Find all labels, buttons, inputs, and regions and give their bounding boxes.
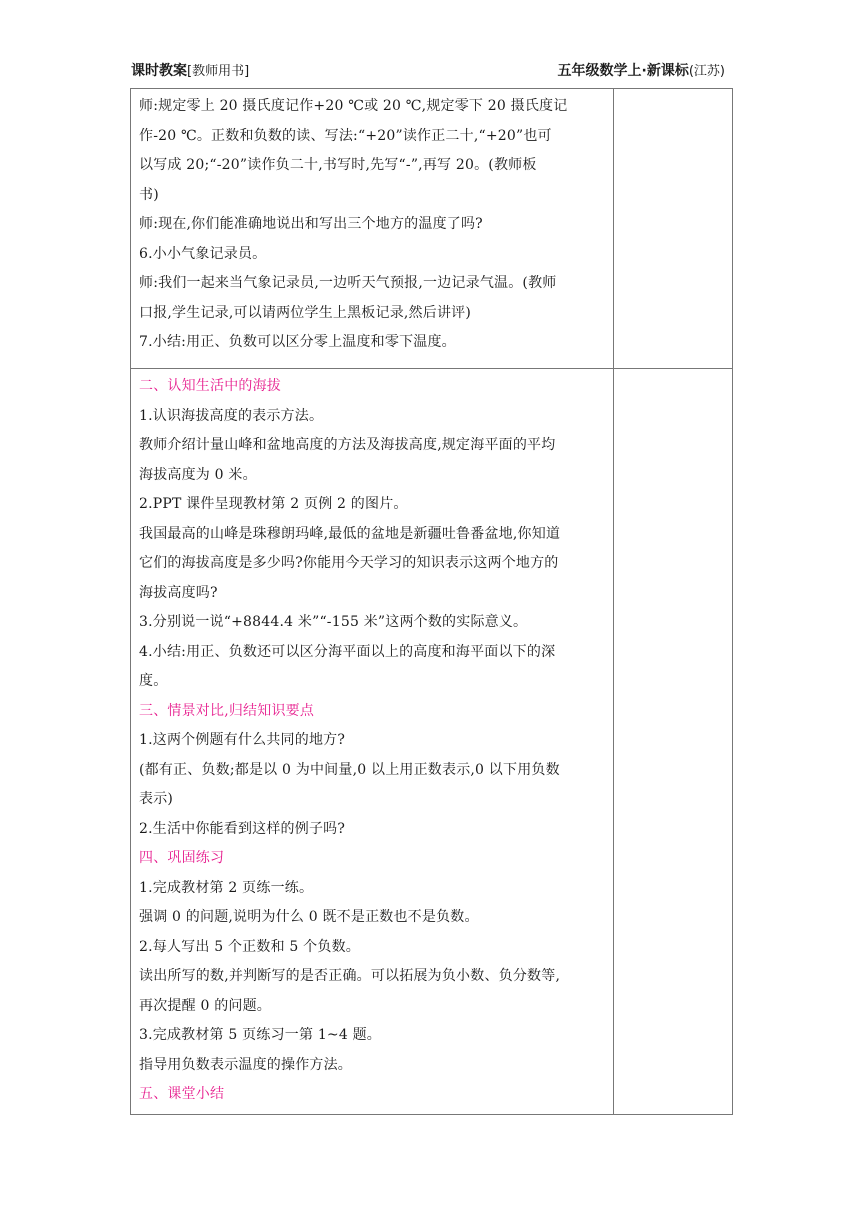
text-line: 以写成 20;“-20”读作负二十,书写时,先写“-”,再写 20。(教师板 (139, 157, 537, 173)
text-line: 2.每人写出 5 个正数和 5 个负数。 (139, 938, 360, 955)
section-heading: 二、认知生活中的海拔 (139, 378, 281, 394)
text-line: 1.认识海拔高度的表示方法。 (139, 407, 324, 424)
table-row (131, 369, 733, 1115)
content-cell (131, 369, 614, 1115)
text-line: 3.分别说一说“+8844.4 米”“-155 米”这两个数的实际意义。 (139, 614, 528, 630)
text-line: 我国最高的山峰是珠穆朗玛峰,最低的盆地是新疆吐鲁番盆地,你知道 (139, 525, 561, 542)
text-line: 师:现在,你们能准确地说出和写出三个地方的温度了吗? (139, 216, 483, 232)
section-heading: 四、巩固练习 (139, 850, 225, 866)
section-heading: 三、情景对比,归结知识要点 (139, 702, 315, 719)
text-line: 表示) (139, 791, 174, 807)
text-line: 度。 (139, 673, 168, 689)
text-line: 海拔高度为 0 米。 (139, 466, 257, 483)
text-line: 强调 0 的问题,说明为什么 0 既不是正数也不是负数。 (139, 909, 479, 925)
content-cell (131, 89, 614, 369)
text-line: 作-20 ℃。正数和负数的读、写法:“+20”读作正二十,“+20”也可 (139, 127, 552, 144)
grade-subject-title: 五年级数学上·新课标 (557, 63, 689, 79)
text-line: 1.这两个例题有什么共同的地方? (139, 732, 346, 748)
text-line: 指导用负数表示温度的操作方法。 (139, 1056, 352, 1073)
text-line: 1.完成教材第 2 页练一练。 (139, 879, 314, 896)
text-line: 6.小小气象记录员。 (139, 245, 267, 262)
text-line: 它们的海拔高度是多少吗?你能用今天学习的知识表示这两个地方的 (139, 555, 559, 571)
text-line: 师:我们一起来当气象记录员,一边听天气预报,一边记录气温。(教师 (139, 275, 557, 291)
text-line: 3.完成教材第 5 页练习一第 1~4 题。 (139, 1027, 382, 1043)
text-line: 2.生活中你能看到这样的例子吗? (139, 820, 346, 837)
text-line: 书) (139, 186, 159, 203)
notes-cell (614, 369, 733, 1115)
header-left (131, 60, 249, 80)
text-line: 读出所写的数,并判断写的是否正确。可以拓展为负小数、负分数等, (139, 968, 561, 984)
text-line: 口报,学生记录,可以请两位学生上黑板记录,然后讲评) (139, 304, 472, 321)
text-line: 7.小结:用正、负数可以区分零上温度和零下温度。 (139, 334, 456, 350)
text-line: 师:规定零上 20 摄氏度记作+20 ℃或 20 ℃,规定零下 20 摄氏度记 (139, 98, 568, 114)
text-line: 再次提醒 0 的问题。 (139, 997, 272, 1014)
text-line: 海拔高度吗? (139, 584, 218, 601)
table-row (131, 89, 733, 369)
header-right (558, 60, 725, 80)
lesson-plan-table (130, 88, 733, 1115)
text-line: 2.PPT 课件呈现教材第 2 页例 2 的图片。 (139, 496, 408, 512)
text-line: (都有正、负数;都是以 0 为中间量,0 以上用正数表示,0 以下用负数 (139, 761, 560, 778)
doc-series-tag: [教师用书] (187, 64, 250, 79)
doc-series-title: 课时教案 (131, 63, 187, 79)
text-line: 教师介绍计量山峰和盆地高度的方法及海拔高度,规定海平面的平均 (139, 437, 556, 453)
section-heading: 五、课堂小结 (139, 1086, 225, 1102)
text-line: 4.小结:用正、负数还可以区分海平面以上的高度和海平面以下的深 (139, 643, 556, 660)
edition-region: (江苏) (688, 64, 725, 79)
notes-cell (614, 89, 733, 369)
